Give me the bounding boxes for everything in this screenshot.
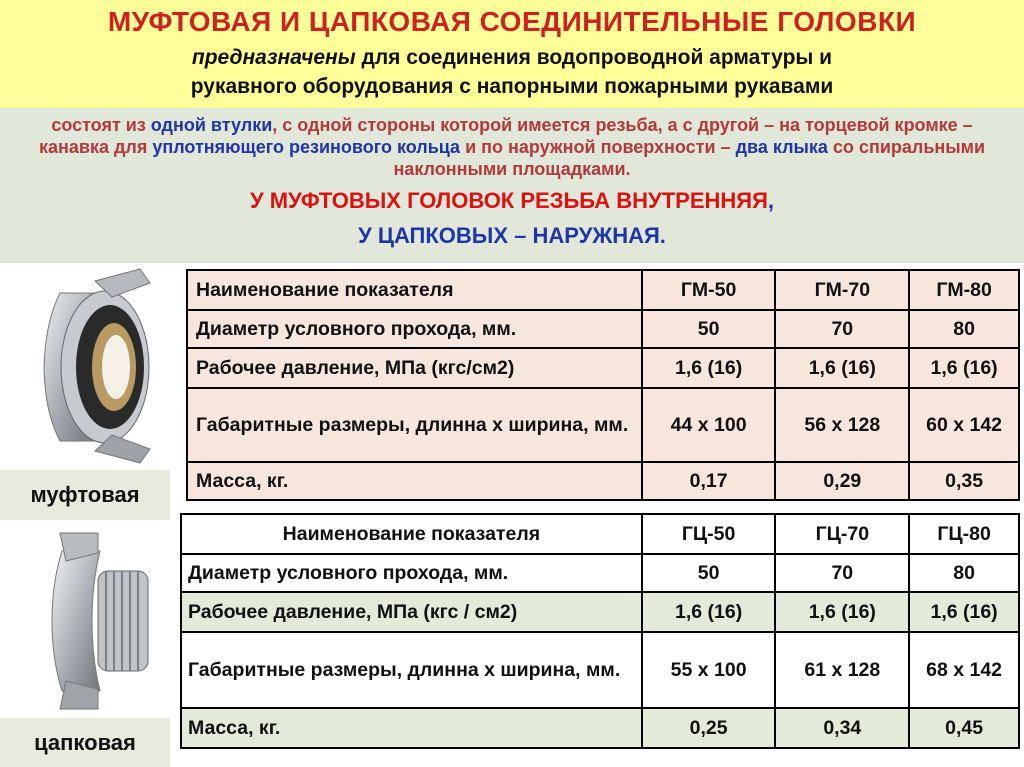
table-cell: 1,6 (16) xyxy=(642,348,776,388)
desc-highlight: одной втулки xyxy=(150,115,273,135)
table-cell: Диаметр условного прохода, мм. xyxy=(181,554,642,592)
table-row xyxy=(187,388,1019,462)
desc-part: и по наружной поверхности – xyxy=(460,137,736,157)
subtitle-rest: для соединения водопроводной арматуры и xyxy=(355,46,833,69)
table-cell: 80 xyxy=(909,554,1019,592)
table-row xyxy=(181,708,1019,748)
desc-part: , с одной стороны которой имеется резьба, а с другой – на торцевой кромке – канавка для xyxy=(38,115,973,157)
table-header-row xyxy=(187,270,1019,310)
table-row xyxy=(187,348,1019,388)
table-cell: 0,45 xyxy=(909,708,1019,748)
header-cell: ГМ-70 xyxy=(775,270,909,310)
table-cell: 0,29 xyxy=(775,462,909,500)
header-cell: ГЦ-80 xyxy=(909,514,1019,554)
table-header-row xyxy=(181,514,1019,554)
muftovaya-spec-table xyxy=(186,269,1020,501)
table-cell: 1,6 (16) xyxy=(775,348,909,388)
table-cell: 70 xyxy=(775,554,909,592)
description-band xyxy=(0,108,1024,263)
table-cell: 0,17 xyxy=(642,462,776,500)
table-cell: Габаритные размеры, длинна х ширина, мм. xyxy=(181,632,642,708)
comma: , xyxy=(767,188,775,213)
header-cell: ГЦ-50 xyxy=(642,514,776,554)
subtitle-italic: предназначены xyxy=(191,46,356,69)
table-cell: 0,25 xyxy=(642,708,776,748)
table-cell: 60 х 142 xyxy=(909,388,1019,462)
internal-thread-text: У МУФТОВЫХ ГОЛОВОК РЕЗЬБА ВНУТРЕННЯЯ xyxy=(249,188,768,213)
table-cell: 1,6 (16) xyxy=(775,592,909,632)
table-cell: Диаметр условного прохода, мм. xyxy=(187,310,642,348)
desc-part: со спиральными наклонными площадками. xyxy=(393,137,986,179)
table-cell: 70 xyxy=(775,310,909,348)
header-banner xyxy=(0,0,1024,108)
table-cell: 0,35 xyxy=(909,462,1019,500)
table-cell: 50 xyxy=(642,310,776,348)
table-cell: 80 xyxy=(909,310,1019,348)
tsapkovaya-spec-table xyxy=(180,513,1020,749)
table-cell: 61 х 128 xyxy=(775,632,909,708)
table-row xyxy=(181,632,1019,708)
subtitle-line2: рукавного оборудования с напорными пожарными рукавами xyxy=(190,75,834,98)
header-cell: ГЦ-70 xyxy=(775,514,909,554)
table-row xyxy=(187,462,1019,500)
table-row xyxy=(181,554,1019,592)
table-cell: Габаритные размеры, длинна х ширина, мм. xyxy=(187,388,642,462)
header-cell: ГМ-80 xyxy=(909,270,1019,310)
page-title: МУФТОВАЯ И ЦАПКОВАЯ СОЕДИНИТЕЛЬНЫЕ ГОЛОВКИ xyxy=(107,6,917,37)
tsapkovaya-coupling-image xyxy=(0,523,170,718)
desc-highlight: уплотняющего резинового кольца xyxy=(152,137,461,157)
page-subtitle xyxy=(0,43,1024,101)
table-cell: 50 xyxy=(642,554,776,592)
desc-highlight: два клыка xyxy=(735,137,828,157)
table-row xyxy=(187,310,1019,348)
header-cell: Наименование показателя xyxy=(187,270,642,310)
table-cell: Рабочее давление, МПа (кгс/см2) xyxy=(187,348,642,388)
muftovaya-caption: муфтовая xyxy=(0,470,170,520)
header-cell: ГМ-50 xyxy=(642,270,776,310)
table-cell: 55 х 100 xyxy=(642,632,776,708)
table-cell: 0,34 xyxy=(775,708,909,748)
table-cell: 56 х 128 xyxy=(775,388,909,462)
desc-part: состоят из xyxy=(51,115,151,135)
table-cell: 1,6 (16) xyxy=(909,592,1019,632)
table-row xyxy=(181,592,1019,632)
tsapkovaya-caption: цапковая xyxy=(0,718,170,767)
internal-thread-line xyxy=(0,188,1024,214)
muftovaya-coupling-image xyxy=(0,263,170,470)
header-cell: Наименование показателя xyxy=(181,514,642,554)
table-cell: 1,6 (16) xyxy=(642,592,776,632)
table-cell: 1,6 (16) xyxy=(909,348,1019,388)
description-text xyxy=(30,114,994,180)
table-cell: 68 х 142 xyxy=(909,632,1019,708)
table-cell: 44 х 100 xyxy=(642,388,776,462)
table-cell: Масса, кг. xyxy=(187,462,642,500)
table-cell: Масса, кг. xyxy=(181,708,642,748)
table-cell: Рабочее давление, МПа (кгс / см2) xyxy=(181,592,642,632)
external-thread-line: У ЦАПКОВЫХ – НАРУЖНАЯ. xyxy=(358,223,666,248)
